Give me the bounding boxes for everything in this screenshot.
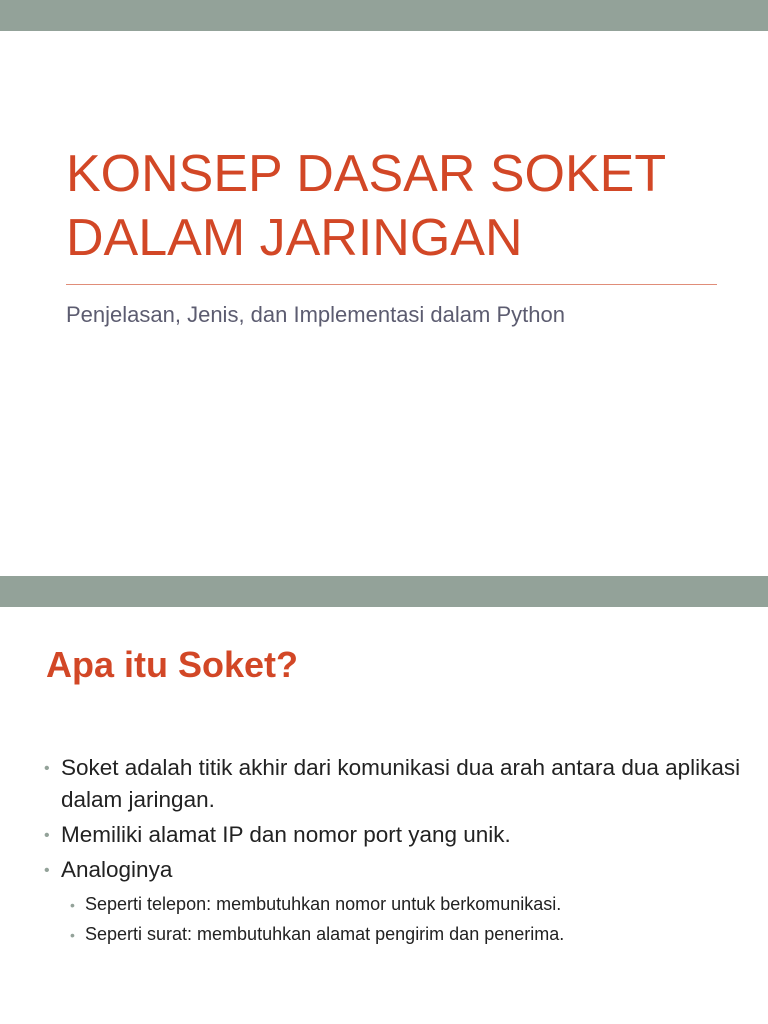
sub-bullet-list [44, 889, 744, 949]
bullet-text: Memiliki alamat IP dan nomor port yang unik. [61, 822, 511, 847]
bullet-dot-icon: • [70, 897, 75, 913]
sub-list-item [70, 919, 744, 949]
content-slide [0, 576, 768, 1024]
slide-title: KONSEP DASAR SOKET DALAM JARINGAN [66, 145, 666, 267]
bullet-dot-icon: • [70, 927, 75, 943]
title-divider [66, 284, 717, 285]
bullet-dot-icon: • [44, 760, 50, 777]
slide-top-accent-bar [0, 0, 768, 31]
bullet-text: Soket adalah titik akhir dari komunikasi dua arah antara dua aplikasi dalam jaringan. [61, 755, 741, 812]
bullet-text: Analoginya [61, 857, 173, 882]
sub-list-item [70, 889, 744, 919]
list-item [44, 819, 744, 851]
bullet-list [44, 752, 744, 949]
slide-heading: Apa itu Soket? [46, 644, 299, 685]
slide-subtitle: Penjelasan, Jenis, dan Implementasi dalam Python [66, 302, 565, 327]
bullet-dot-icon: • [44, 827, 50, 844]
list-item [44, 854, 744, 886]
bullet-dot-icon: • [44, 862, 50, 879]
sub-bullet-text: Seperti telepon: membutuhkan nomor untuk berkomunikasi. [85, 894, 562, 914]
slide-top-accent-bar [0, 576, 768, 607]
list-item [44, 752, 744, 816]
sub-bullet-text: Seperti surat: membutuhkan alamat pengirim dan penerima. [85, 924, 565, 944]
